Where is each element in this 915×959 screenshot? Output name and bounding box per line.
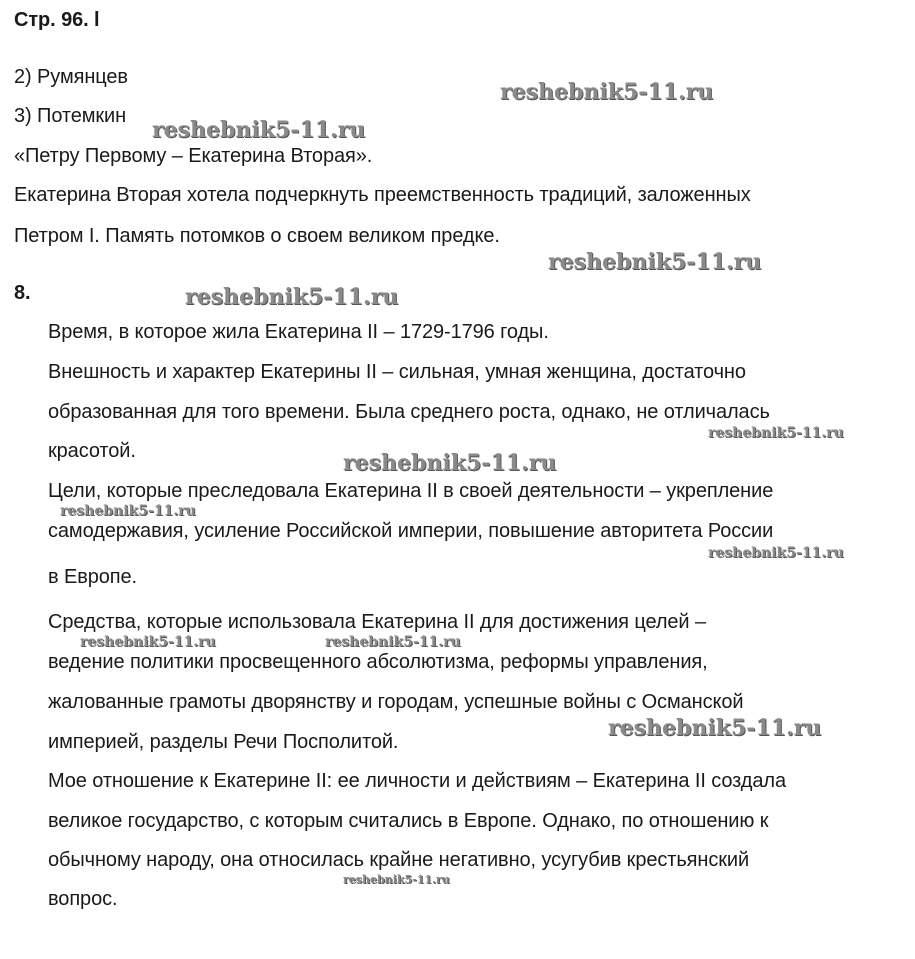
page-title: Стр. 96. l bbox=[14, 9, 100, 31]
text-line: самодержавия, усиление Российской империи, повышение авторитета России bbox=[48, 520, 774, 542]
text-line: 3) Потемкин bbox=[14, 105, 127, 127]
text-line: великое государство, с которым считались в Европе. Однако, по отношению к bbox=[48, 810, 769, 832]
text-line: «Петру Первому – Екатерина Вторая». bbox=[14, 145, 373, 167]
watermark: reshebnik5-11.ru bbox=[708, 545, 844, 561]
watermark: reshebnik5-11.ru bbox=[60, 503, 196, 519]
watermark: reshebnik5-11.ru bbox=[500, 79, 714, 105]
text-line: 2) Румянцев bbox=[14, 66, 128, 88]
text-line: ведение политики просвещенного абсолютизма, реформы управления, bbox=[48, 651, 708, 673]
text-line: Внешность и характер Екатерины II – сильная, умная женщина, достаточно bbox=[48, 361, 746, 383]
text-line: красотой. bbox=[48, 440, 136, 462]
text-line: в Европе. bbox=[48, 566, 138, 588]
text-line: Цели, которые преследовала Екатерина II в своей деятельности – укрепление bbox=[48, 480, 774, 502]
text-line: империей, разделы Речи Посполитой. bbox=[48, 731, 399, 753]
watermark: reshebnik5-11.ru bbox=[185, 284, 399, 310]
text-line: вопрос. bbox=[48, 888, 118, 910]
text-line: Петром I. Память потомков о своем великом предке. bbox=[14, 225, 500, 247]
watermark: reshebnik5-11.ru bbox=[343, 450, 557, 476]
watermark: reshebnik5-11.ru bbox=[80, 634, 216, 650]
watermark: reshebnik5-11.ru bbox=[343, 873, 450, 886]
watermark: reshebnik5-11.ru bbox=[548, 249, 762, 275]
section-number: 8. bbox=[14, 282, 31, 304]
text-line: обычному народу, она относилась крайне негативно, усугубив крестьянский bbox=[48, 849, 750, 871]
text-line: жалованные грамоты дворянству и городам, успешные войны с Османской bbox=[48, 691, 744, 713]
text-line: Средства, которые использовала Екатерина II для достижения целей – bbox=[48, 611, 706, 633]
text-line: Екатерина Вторая хотела подчеркнуть преемственность традиций, заложенных bbox=[14, 184, 751, 206]
text-line: Время, в которое жила Екатерина II – 1729-1796 годы. bbox=[48, 321, 549, 343]
text-line: образованная для того времени. Была среднего роста, однако, не отличалась bbox=[48, 401, 770, 423]
watermark: reshebnik5-11.ru bbox=[708, 425, 844, 441]
watermark: reshebnik5-11.ru bbox=[608, 715, 822, 741]
watermark: reshebnik5-11.ru bbox=[325, 634, 461, 650]
watermark: reshebnik5-11.ru bbox=[152, 117, 366, 143]
text-line: Мое отношение к Екатерине II: ее личности и действиям – Екатерина II создала bbox=[48, 770, 786, 792]
